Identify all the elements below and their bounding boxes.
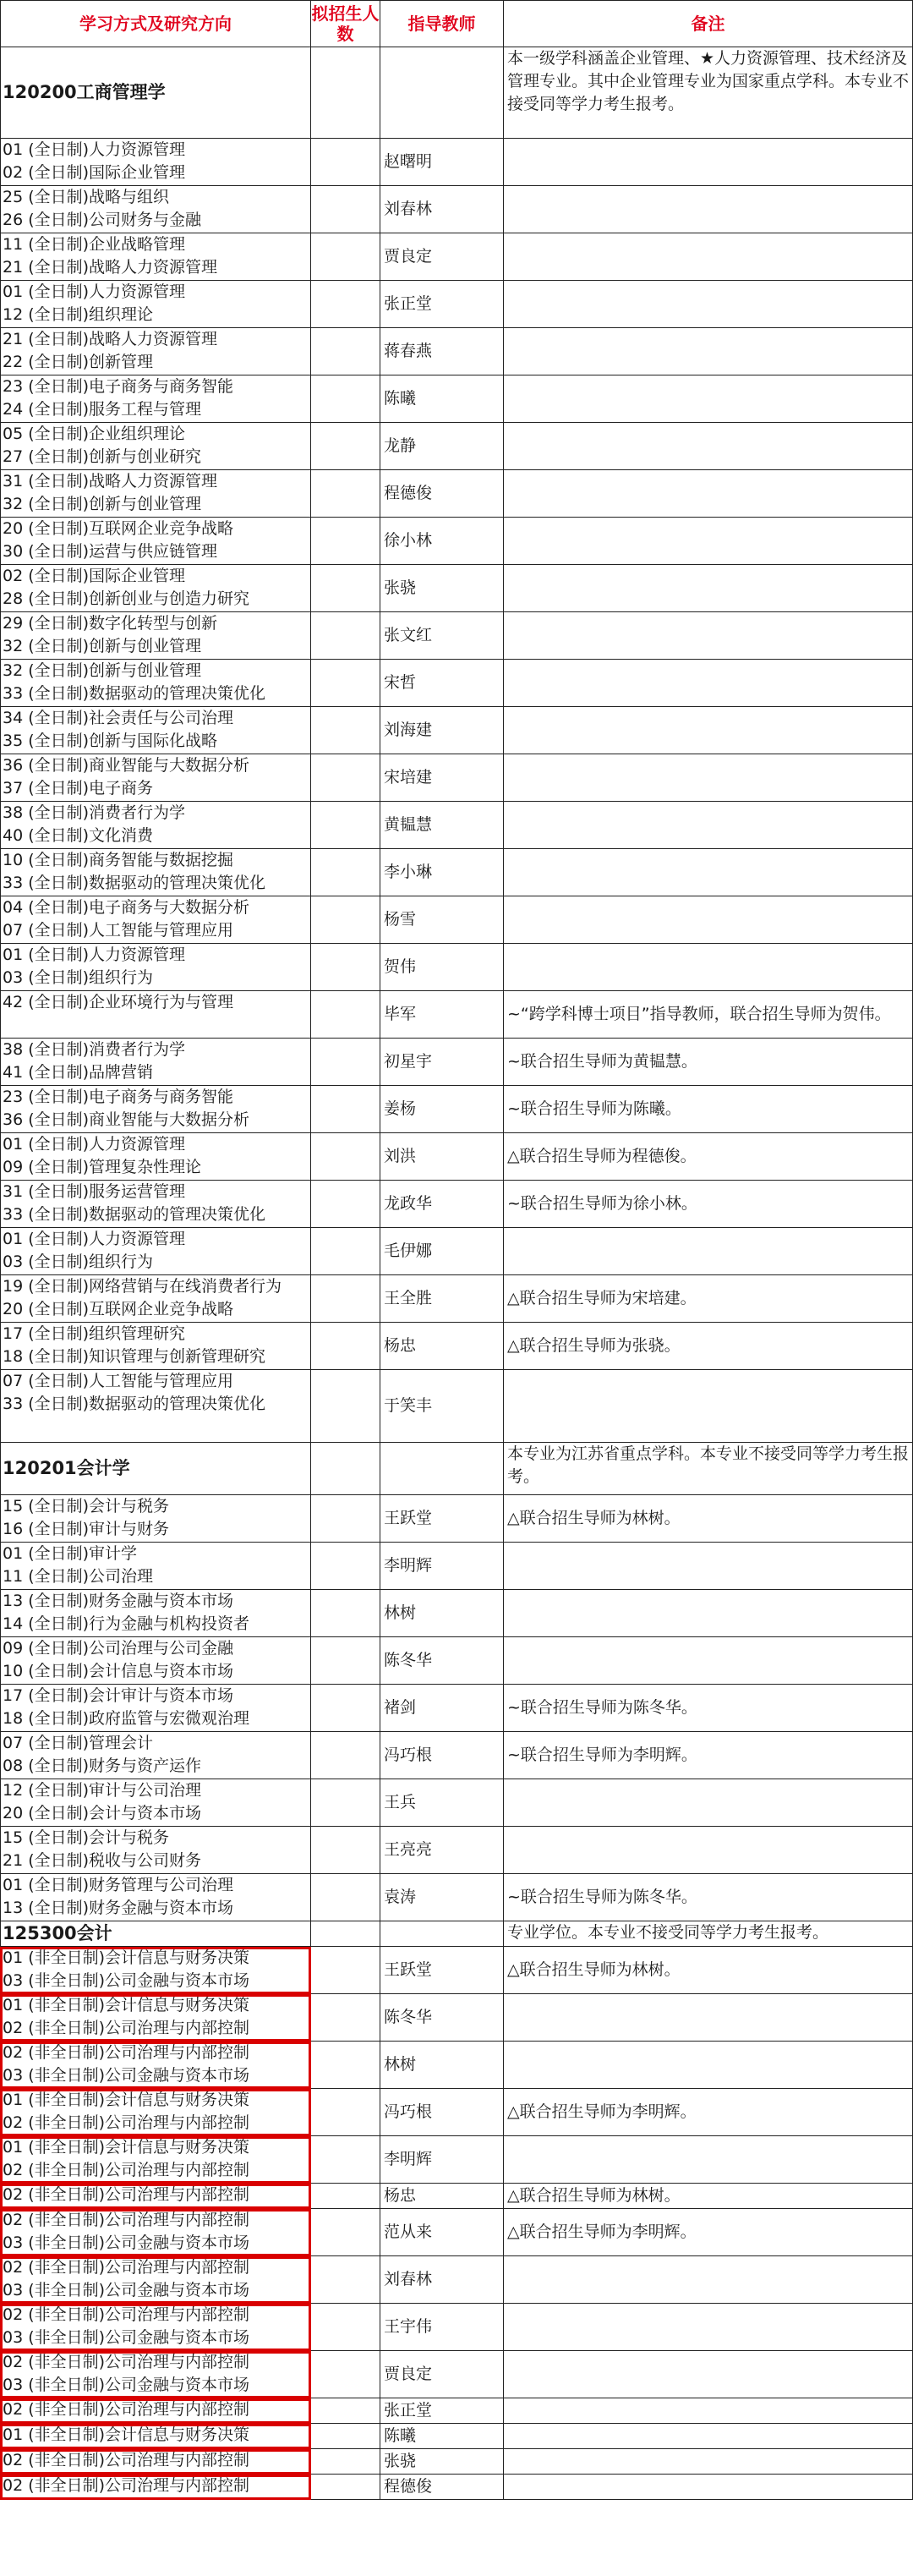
notes-cell: 专业学位。本专业不接受同等学力考生报考。 <box>504 1921 913 1947</box>
quota-cell <box>311 1443 380 1495</box>
advisor-cell: 刘春林 <box>380 186 504 233</box>
quota-cell <box>311 2042 380 2089</box>
advisor-cell: 王亮亮 <box>380 1827 504 1874</box>
notes-cell <box>504 1543 913 1590</box>
direction-cell: 04 (全日制)电子商务与大数据分析 07 (全日制)人工智能与管理应用 <box>0 896 311 944</box>
direction-cell: 01 (全日制)人力资源管理 09 (全日制)管理复杂性理论 <box>0 1133 311 1181</box>
direction-cell: 13 (全日制)财务金融与资本市场 14 (全日制)行为金融与机构投资者 <box>0 1590 311 1637</box>
quota-cell <box>311 1994 380 2042</box>
quota-cell <box>311 47 380 139</box>
direction-cell: 02 (非全日制)公司治理与内部控制 <box>0 2184 311 2209</box>
notes-cell <box>504 565 913 612</box>
direction-cell: 07 (全日制)管理会计 08 (全日制)财务与资产运作 <box>0 1732 311 1779</box>
advisor-cell <box>380 1921 504 1947</box>
quota-cell <box>311 375 380 423</box>
notes-cell: ~联合招生导师为黄韫慧。 <box>504 1039 913 1086</box>
direction-cell: 02 (非全日制)公司治理与内部控制 03 (非全日制)公司金融与资本市场 <box>0 2042 311 2089</box>
quota-cell <box>311 991 380 1039</box>
notes-cell: ~联合招生导师为徐小林。 <box>504 1181 913 1228</box>
advisor-cell: 宋培建 <box>380 754 504 802</box>
direction-cell: 19 (全日制)网络营销与在线消费者行为 20 (全日制)互联网企业竞争战略 <box>0 1275 311 1323</box>
quota-cell <box>311 2398 380 2424</box>
notes-cell <box>504 2042 913 2089</box>
quota-cell <box>311 328 380 375</box>
advisor-cell: 程德俊 <box>380 470 504 518</box>
quota-cell <box>311 944 380 991</box>
direction-cell: 01 (非全日制)会计信息与财务决策 02 (非全日制)公司治理与内部控制 <box>0 2089 311 2136</box>
quota-cell <box>311 2304 380 2351</box>
header-quota: 拟招生人数 <box>311 0 380 47</box>
notes-cell <box>504 1637 913 1685</box>
direction-cell: 12 (全日制)审计与公司治理 20 (全日制)会计与资本市场 <box>0 1779 311 1827</box>
direction-cell: 02 (非全日制)公司治理与内部控制 03 (非全日制)公司金融与资本市场 <box>0 2351 311 2398</box>
advisor-cell: 张骁 <box>380 565 504 612</box>
quota-cell <box>311 1732 380 1779</box>
notes-cell <box>504 2136 913 2184</box>
quota-cell <box>311 2424 380 2449</box>
notes-cell: ~联合招生导师为陈曦。 <box>504 1086 913 1133</box>
direction-cell: 02 (全日制)国际企业管理 28 (全日制)创新创业与创造力研究 <box>0 565 311 612</box>
quota-cell <box>311 139 380 186</box>
direction-cell: 01 (非全日制)会计信息与财务决策 03 (非全日制)公司金融与资本市场 <box>0 1947 311 1994</box>
advisor-cell: 王跃堂 <box>380 1495 504 1543</box>
quota-cell <box>311 1827 380 1874</box>
notes-cell <box>504 470 913 518</box>
quota-cell <box>311 660 380 707</box>
quota-cell <box>311 565 380 612</box>
direction-cell: 31 (全日制)服务运营管理 33 (全日制)数据驱动的管理决策优化 <box>0 1181 311 1228</box>
advisor-cell: 龙政华 <box>380 1181 504 1228</box>
quota-cell <box>311 1543 380 1590</box>
quota-cell <box>311 1779 380 1827</box>
notes-cell: ~联合招生导师为陈冬华。 <box>504 1874 913 1921</box>
notes-cell <box>504 518 913 565</box>
notes-cell <box>504 849 913 896</box>
advisor-cell: 程德俊 <box>380 2475 504 2500</box>
notes-cell <box>504 802 913 849</box>
direction-cell: 02 (非全日制)公司治理与内部控制 03 (非全日制)公司金融与资本市场 <box>0 2209 311 2256</box>
advisor-cell: 徐小林 <box>380 518 504 565</box>
notes-cell <box>504 1370 913 1443</box>
advisor-cell: 李明辉 <box>380 2136 504 2184</box>
quota-cell <box>311 281 380 328</box>
notes-cell: ~联合招生导师为李明辉。 <box>504 1732 913 1779</box>
direction-cell: 02 (非全日制)公司治理与内部控制 <box>0 2475 311 2500</box>
quota-cell <box>311 2475 380 2500</box>
advisor-cell: 王全胜 <box>380 1275 504 1323</box>
notes-cell <box>504 423 913 470</box>
notes-cell: 本专业为江苏省重点学科。本专业不接受同等学力考生报考。 <box>504 1443 913 1495</box>
direction-cell: 05 (全日制)企业组织理论 27 (全日制)创新与创业研究 <box>0 423 311 470</box>
quota-cell <box>311 1495 380 1543</box>
direction-cell: 23 (全日制)电子商务与商务智能 24 (全日制)服务工程与管理 <box>0 375 311 423</box>
notes-cell: △联合招生导师为李明辉。 <box>504 2089 913 2136</box>
quota-cell <box>311 1947 380 1994</box>
quota-cell <box>311 612 380 660</box>
major-title: 125300会计 <box>0 1921 311 1947</box>
notes-cell <box>504 1827 913 1874</box>
quota-cell <box>311 1323 380 1370</box>
notes-cell: ~“跨学科博士项目”指导教师，联合招生导师为贺伟。 <box>504 991 913 1039</box>
direction-cell: 01 (非全日制)会计信息与财务决策 02 (非全日制)公司治理与内部控制 <box>0 1994 311 2042</box>
advisor-cell: 蒋春燕 <box>380 328 504 375</box>
notes-cell <box>504 139 913 186</box>
notes-cell <box>504 612 913 660</box>
notes-cell <box>504 281 913 328</box>
direction-cell: 02 (非全日制)公司治理与内部控制 03 (非全日制)公司金融与资本市场 <box>0 2304 311 2351</box>
direction-cell: 09 (全日制)公司治理与公司金融 10 (全日制)会计信息与资本市场 <box>0 1637 311 1685</box>
direction-cell: 20 (全日制)互联网企业竞争战略 30 (全日制)运营与供应链管理 <box>0 518 311 565</box>
advisor-cell: 褚剑 <box>380 1685 504 1732</box>
advisor-cell: 张文红 <box>380 612 504 660</box>
quota-cell <box>311 2256 380 2304</box>
advisor-cell: 刘洪 <box>380 1133 504 1181</box>
direction-cell: 01 (非全日制)会计信息与财务决策 02 (非全日制)公司治理与内部控制 <box>0 2136 311 2184</box>
advisor-cell <box>380 47 504 139</box>
quota-cell <box>311 802 380 849</box>
direction-cell: 01 (全日制)人力资源管理 03 (全日制)组织行为 <box>0 1228 311 1275</box>
quota-cell <box>311 1133 380 1181</box>
advisor-cell: 李小琳 <box>380 849 504 896</box>
advisor-cell: 赵曙明 <box>380 139 504 186</box>
notes-cell: △联合招生导师为林树。 <box>504 1947 913 1994</box>
advisor-cell: 宋哲 <box>380 660 504 707</box>
notes-cell <box>504 2256 913 2304</box>
header-advisor: 指导教师 <box>380 0 504 47</box>
direction-cell: 17 (全日制)会计审计与资本市场 18 (全日制)政府监管与宏微观治理 <box>0 1685 311 1732</box>
direction-cell: 15 (全日制)会计与税务 21 (全日制)税收与公司财务 <box>0 1827 311 1874</box>
direction-cell: 38 (全日制)消费者行为学 40 (全日制)文化消费 <box>0 802 311 849</box>
notes-cell <box>504 2424 913 2449</box>
advisor-cell: 李明辉 <box>380 1543 504 1590</box>
direction-cell: 07 (全日制)人工智能与管理应用 33 (全日制)数据驱动的管理决策优化 <box>0 1370 311 1443</box>
direction-cell: 17 (全日制)组织管理研究 18 (全日制)知识管理与创新管理研究 <box>0 1323 311 1370</box>
advisor-cell: 于笑丰 <box>380 1370 504 1443</box>
notes-cell <box>504 186 913 233</box>
advisor-cell: 林树 <box>380 1590 504 1637</box>
notes-cell <box>504 2449 913 2475</box>
quota-cell <box>311 1590 380 1637</box>
advisor-cell: 刘春林 <box>380 2256 504 2304</box>
advisor-cell: 张骁 <box>380 2449 504 2475</box>
notes-cell <box>504 1779 913 1827</box>
direction-cell: 02 (非全日制)公司治理与内部控制 <box>0 2398 311 2424</box>
direction-cell: 11 (全日制)企业战略管理 21 (全日制)战略人力资源管理 <box>0 233 311 281</box>
notes-cell <box>504 2351 913 2398</box>
notes-cell: △联合招生导师为张骁。 <box>504 1323 913 1370</box>
notes-cell <box>504 328 913 375</box>
advisor-cell: 陈冬华 <box>380 1637 504 1685</box>
quota-cell <box>311 1086 380 1133</box>
notes-cell: △联合招生导师为程德俊。 <box>504 1133 913 1181</box>
advisor-cell <box>380 1443 504 1495</box>
quota-cell <box>311 1921 380 1947</box>
direction-cell: 10 (全日制)商务智能与数据挖掘 33 (全日制)数据驱动的管理决策优化 <box>0 849 311 896</box>
quota-cell <box>311 2136 380 2184</box>
advisor-cell: 袁涛 <box>380 1874 504 1921</box>
advisor-cell: 初星宇 <box>380 1039 504 1086</box>
notes-cell <box>504 1590 913 1637</box>
header-notes: 备注 <box>504 0 913 47</box>
notes-cell <box>504 944 913 991</box>
notes-cell <box>504 375 913 423</box>
notes-cell <box>504 896 913 944</box>
quota-cell <box>311 2089 380 2136</box>
direction-cell: 01 (全日制)人力资源管理 12 (全日制)组织理论 <box>0 281 311 328</box>
header-direction: 学习方式及研究方向 <box>0 0 311 47</box>
advisor-cell: 刘海建 <box>380 707 504 754</box>
direction-cell: 01 (全日制)人力资源管理 02 (全日制)国际企业管理 <box>0 139 311 186</box>
quota-cell <box>311 2449 380 2475</box>
advisor-cell: 姜杨 <box>380 1086 504 1133</box>
direction-cell: 01 (全日制)审计学 11 (全日制)公司治理 <box>0 1543 311 1590</box>
major-title: 120201会计学 <box>0 1443 311 1495</box>
advisor-cell: 黄韫慧 <box>380 802 504 849</box>
advisor-cell: 王跃堂 <box>380 1947 504 1994</box>
advisor-cell: 范从来 <box>380 2209 504 2256</box>
major-title: 120200工商管理学 <box>0 47 311 139</box>
quota-cell <box>311 1637 380 1685</box>
quota-cell <box>311 2184 380 2209</box>
quota-cell <box>311 849 380 896</box>
direction-cell: 31 (全日制)战略人力资源管理 32 (全日制)创新与创业管理 <box>0 470 311 518</box>
advisor-cell: 王兵 <box>380 1779 504 1827</box>
notes-cell <box>504 2398 913 2424</box>
notes-cell: △联合招生导师为宋培建。 <box>504 1275 913 1323</box>
quota-cell <box>311 470 380 518</box>
quota-cell <box>311 896 380 944</box>
quota-cell <box>311 707 380 754</box>
direction-cell: 01 (全日制)人力资源管理 03 (全日制)组织行为 <box>0 944 311 991</box>
direction-cell: 29 (全日制)数字化转型与创新 32 (全日制)创新与创业管理 <box>0 612 311 660</box>
notes-cell <box>504 660 913 707</box>
direction-cell: 36 (全日制)商业智能与大数据分析 37 (全日制)电子商务 <box>0 754 311 802</box>
quota-cell <box>311 518 380 565</box>
advisor-cell: 林树 <box>380 2042 504 2089</box>
notes-cell: 本一级学科涵盖企业管理、★人力资源管理、技术经济及管理专业。其中企业管理专业为国家重点学科。本专业不接受同等学力考生报考。 <box>504 47 913 139</box>
quota-cell <box>311 1228 380 1275</box>
quota-cell <box>311 1275 380 1323</box>
advisor-cell: 贺伟 <box>380 944 504 991</box>
direction-cell: 15 (全日制)会计与税务 16 (全日制)审计与财务 <box>0 1495 311 1543</box>
notes-cell <box>504 1228 913 1275</box>
advisor-cell: 贾良定 <box>380 233 504 281</box>
notes-cell <box>504 754 913 802</box>
quota-cell <box>311 1370 380 1443</box>
direction-cell: 42 (全日制)企业环境行为与管理 <box>0 991 311 1039</box>
advisor-cell: 王宇伟 <box>380 2304 504 2351</box>
advisor-cell: 张正堂 <box>380 2398 504 2424</box>
quota-cell <box>311 423 380 470</box>
notes-cell: △联合招生导师为林树。 <box>504 2184 913 2209</box>
quota-cell <box>311 1181 380 1228</box>
notes-cell <box>504 707 913 754</box>
quota-cell <box>311 1685 380 1732</box>
notes-cell: ~联合招生导师为陈冬华。 <box>504 1685 913 1732</box>
direction-cell: 32 (全日制)创新与创业管理 33 (全日制)数据驱动的管理决策优化 <box>0 660 311 707</box>
quota-cell <box>311 233 380 281</box>
direction-cell: 38 (全日制)消费者行为学 41 (全日制)品牌营销 <box>0 1039 311 1086</box>
advisor-cell: 杨雪 <box>380 896 504 944</box>
notes-cell: △联合招生导师为李明辉。 <box>504 2209 913 2256</box>
direction-cell: 02 (非全日制)公司治理与内部控制 03 (非全日制)公司金融与资本市场 <box>0 2256 311 2304</box>
notes-cell: △联合招生导师为林树。 <box>504 1495 913 1543</box>
advisor-cell: 杨忠 <box>380 2184 504 2209</box>
advisor-cell: 贾良定 <box>380 2351 504 2398</box>
notes-cell <box>504 233 913 281</box>
quota-cell <box>311 2351 380 2398</box>
quota-cell <box>311 1039 380 1086</box>
notes-cell <box>504 2304 913 2351</box>
advisor-cell: 杨忠 <box>380 1323 504 1370</box>
direction-cell: 25 (全日制)战略与组织 26 (全日制)公司财务与金融 <box>0 186 311 233</box>
direction-cell: 23 (全日制)电子商务与商务智能 36 (全日制)商业智能与大数据分析 <box>0 1086 311 1133</box>
quota-cell <box>311 186 380 233</box>
quota-cell <box>311 1874 380 1921</box>
quota-cell <box>311 2209 380 2256</box>
advisor-cell: 冯巧根 <box>380 2089 504 2136</box>
direction-cell: 02 (非全日制)公司治理与内部控制 <box>0 2449 311 2475</box>
advisor-cell: 毕军 <box>380 991 504 1039</box>
advisor-cell: 陈冬华 <box>380 1994 504 2042</box>
direction-cell: 34 (全日制)社会责任与公司治理 35 (全日制)创新与国际化战略 <box>0 707 311 754</box>
direction-cell: 01 (非全日制)会计信息与财务决策 <box>0 2424 311 2449</box>
quota-cell <box>311 754 380 802</box>
notes-cell <box>504 2475 913 2500</box>
advisor-cell: 毛伊娜 <box>380 1228 504 1275</box>
advisor-cell: 龙静 <box>380 423 504 470</box>
advisor-cell: 陈曦 <box>380 2424 504 2449</box>
advisor-cell: 张正堂 <box>380 281 504 328</box>
direction-cell: 01 (全日制)财务管理与公司治理 13 (全日制)财务金融与资本市场 <box>0 1874 311 1921</box>
direction-cell: 21 (全日制)战略人力资源管理 22 (全日制)创新管理 <box>0 328 311 375</box>
notes-cell <box>504 1994 913 2042</box>
advisor-cell: 冯巧根 <box>380 1732 504 1779</box>
advisor-cell: 陈曦 <box>380 375 504 423</box>
